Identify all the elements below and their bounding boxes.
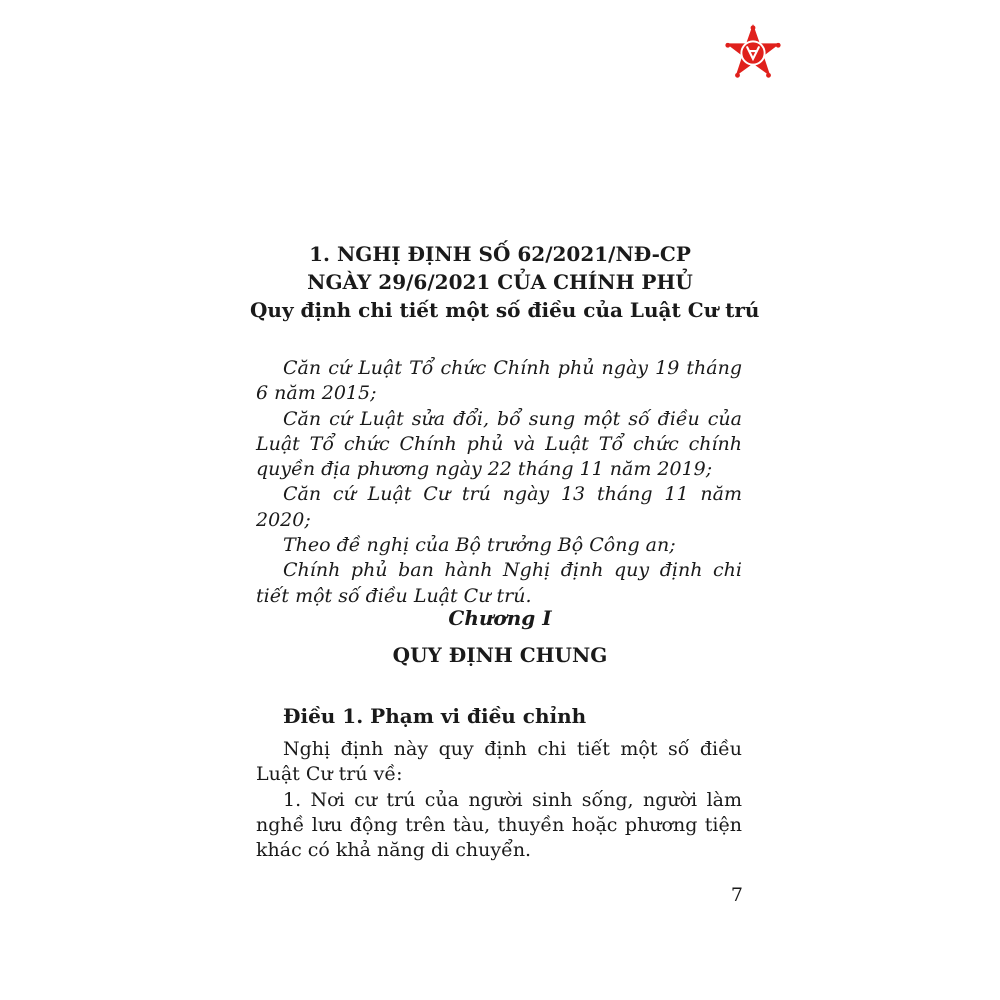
preamble-paragraph: Căn cứ Luật Tổ chức Chính phủ ngày 19 tháng 6 năm 2015; [256, 357, 742, 405]
chapter-title: QUY ĐỊNH CHUNG [392, 643, 608, 667]
preamble [256, 356, 742, 609]
decree-title-line-2: NGÀY 29/6/2021 CỦA CHÍNH PHỦ [307, 270, 693, 294]
preamble-paragraph: Căn cứ Luật Cư trú ngày 13 tháng 11 năm 2020; [256, 483, 742, 531]
decree-title-line-3: Quy định chi tiết một số điều của Luật Cư trú [250, 298, 760, 322]
preamble-paragraph: Theo đề nghị của Bộ trưởng Bộ Công an; [283, 534, 676, 557]
article-paragraph: Nghị định này quy định chi tiết một số điều Luật Cư trú về: [256, 738, 742, 786]
decree-title-line-1: 1. NGHỊ ĐỊNH SỐ 62/2021/NĐ-CP [309, 242, 691, 266]
article-body [256, 737, 742, 863]
preamble-paragraph: Căn cứ Luật sửa đổi, bổ sung một số điều của Luật Tổ chức Chính phủ và Luật Tổ chức chính quyền địa phương ngày 22 tháng 11 năm 2019; [256, 407, 742, 481]
red-star-emblem-icon [722, 22, 784, 84]
page-number: 7 [730, 884, 743, 906]
article-paragraph: 1. Nơi cư trú của người sinh sống, người làm nghề lưu động trên tàu, thuyền hoặc phương tiện khác có khả năng di chuyển. [256, 788, 742, 862]
preamble-paragraph: Chính phủ ban hành Nghị định quy định chi tiết một số điều Luật Cư trú. [256, 559, 742, 607]
decree-title [250, 240, 760, 324]
chapter-label: Chương I [448, 606, 552, 630]
article-heading: Điều 1. Phạm vi điều chỉnh [283, 704, 587, 728]
